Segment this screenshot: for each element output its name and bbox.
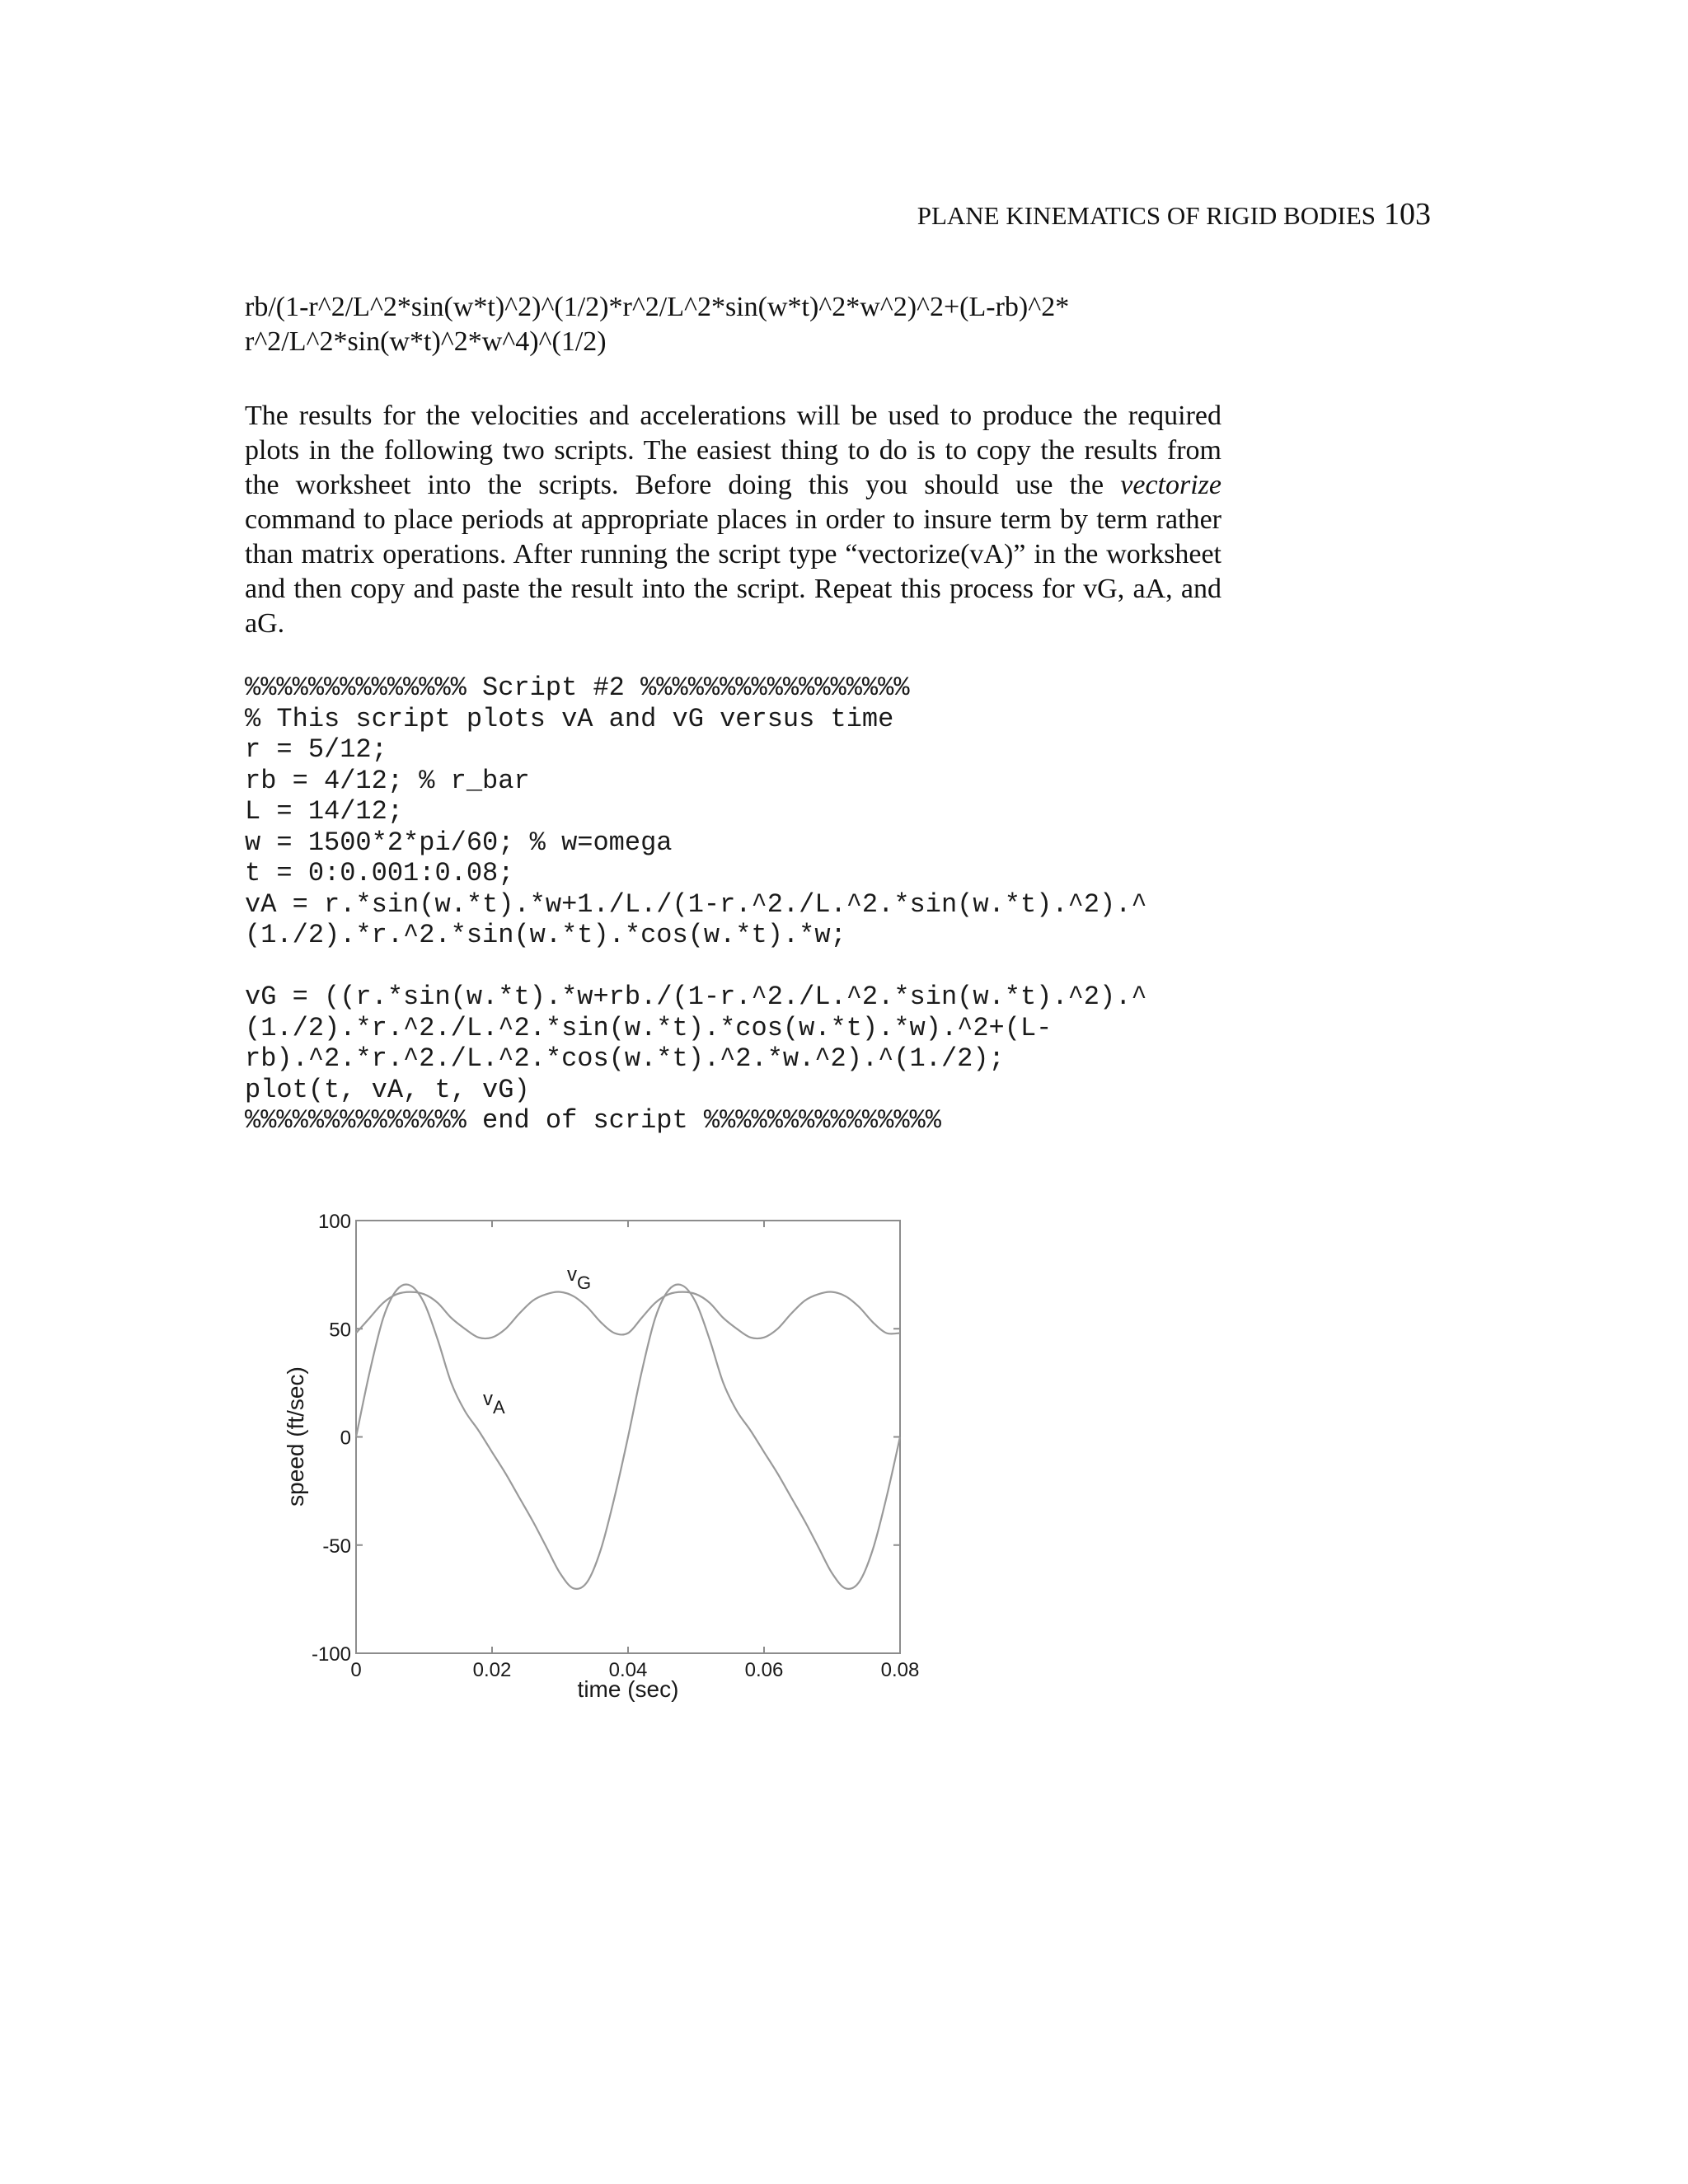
code-line: (1./2).*r.^2./L.^2.*sin(w.*t).*cos(w.*t).*w).^2+(L- [245,1012,1053,1043]
vg-label-main: v [567,1263,577,1286]
y-tick-label: 100 [317,1211,351,1233]
vg-label-sub: G [577,1272,592,1293]
va-series-label [483,1388,505,1418]
code-line: vG = ((r.*sin(w.*t).*w+rb./(1-r.^2./L.^2.*sin(w.*t).^2).^ [245,982,1147,1012]
y-axis-label: speed (ft/sec) [283,1366,308,1507]
series-line-va [356,1284,900,1588]
x-axis-label: time (sec) [577,1676,679,1702]
series-layer [356,1284,900,1588]
va-label-sub: A [493,1397,505,1418]
y-tick-labels [312,1211,351,1666]
code-line: rb = 4/12; % r_bar [245,765,530,796]
formula-line: rb/(1-r^2/L^2*sin(w*t)^2)^(1/2)*r^2/L^2*sin(w*t)^2*w^2)^2+(L-rb)^2* [245,292,1070,322]
code-line: w = 1500*2*pi/60; % w=omega [245,827,673,858]
paragraph-emphasis: vectorize [1120,470,1221,500]
x-tick-label: 0.02 [472,1659,512,1681]
code-line: %%%%%%%%%%%%%% end of script %%%%%%%%%%%%%%% [245,1105,941,1136]
paragraph-text: The results for the velocities and accelerations will be used to produce the required plots in the following two scripts. The easiest thing to do is to copy the results from the worksheet into the scripts. Before doing this you should use the [245,401,1221,500]
page-number: 103 [1384,197,1431,232]
va-label-main: v [483,1388,493,1410]
y-tick-label: -50 [322,1535,351,1558]
y-tick-label: 0 [340,1427,351,1450]
code-line: rb).^2.*r.^2./L.^2.*cos(w.*t).^2.*w.^2).^(1./2); [245,1043,1005,1074]
running-title: PLANE KINEMATICS OF RIGID BODIES [917,201,1376,230]
code-line: %%%%%%%%%%%%%% Script #2 %%%%%%%%%%%%%%%%% [245,673,910,703]
y-tick-label: 50 [329,1319,351,1342]
code-line: % This script plots vA and vG versus time [245,703,894,734]
x-tick-label: 0 [350,1659,362,1681]
code-line: vA = r.*sin(w.*t).*w+1./L./(1-r.^2./L.^2.*sin(w.*t).^2).^ [245,888,1147,920]
code-line: L = 14/12; [245,796,404,827]
y-tick-label: -100 [311,1643,351,1666]
vg-series-label [567,1263,591,1293]
code-line: plot(t, vA, t, vG) [245,1074,530,1105]
code-line: t = 0:0.001:0.08; [245,858,514,888]
series-line-vg [356,1292,900,1339]
x-tick-label: 0.06 [744,1659,784,1681]
x-tick-label: 0.08 [880,1659,920,1681]
x-tick-label: 0.04 [608,1659,648,1681]
formula-line: r^2/L^2*sin(w*t)^2*w^4)^(1/2) [245,326,607,357]
paragraph-text: command to place periods at appropriate places in order to insure term by term rather than matrix operations. After running the script type “vectorize(vA)” in the worksheet and then copy and paste the result into the script. Repeat this process for vG, aA, and aG. [245,504,1221,639]
code-line: (1./2).*r.^2.*sin(w.*t).*cos(w.*t).*w; [245,920,846,950]
code-line: r = 5/12; [245,734,387,765]
